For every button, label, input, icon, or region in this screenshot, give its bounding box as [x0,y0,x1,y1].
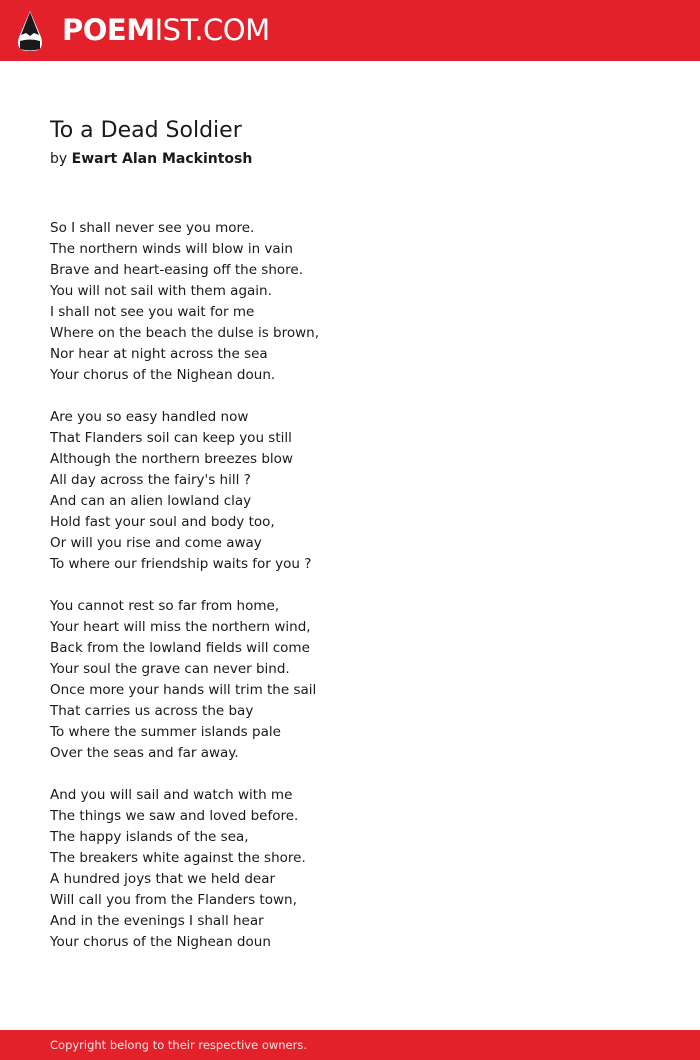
poem-line: To where our friendship waits for you ? [50,556,312,572]
poem-line: Will call you from the Flanders town, [50,892,297,908]
by-label: by [50,151,68,167]
poem-line: And can an alien lowland clay [50,493,252,509]
poem-line: Your chorus of the Nighean doun [50,934,271,950]
logo-bold-text: POEM [62,13,155,47]
poem-body [50,218,650,974]
poem-line: To where the summer islands pale [50,724,281,740]
poem-line: I shall not see you wait for me [50,304,255,320]
poem-line: Nor hear at night across the sea [50,346,268,362]
site-header [0,0,700,61]
poem-line: Are you so easy handled now [50,409,249,425]
poem-line: Back from the lowland fields will come [50,640,310,656]
stanza [50,785,650,953]
poem-line: Over the seas and far away. [50,745,239,761]
poem-line: Your heart will miss the northern wind, [50,619,311,635]
poem-line: Although the northern breezes blow [50,451,293,467]
poem-byline [50,148,252,170]
poem-title: To a Dead Soldier [50,118,242,143]
poem-line: Your chorus of the Nighean doun. [50,367,276,383]
poem-line: You will not sail with them again. [50,283,272,299]
pencil-tip-icon[interactable] [17,10,43,52]
poem-line: Where on the beach the dulse is brown, [50,325,320,341]
poem-line: The things we saw and loved before. [50,808,299,824]
poem-line: That carries us across the bay [50,703,254,719]
logo-light-text: IST.COM [154,13,270,47]
copyright-text: Copyright belong to their respective owners. [50,1038,308,1052]
poem-line: Your soul the grave can never bind. [50,661,290,677]
stanza [50,596,650,764]
stanza [50,218,650,386]
poem-line: The breakers white against the shore. [50,850,306,866]
poem-line: You cannot rest so far from home, [50,598,280,614]
poem-line: The happy islands of the sea, [50,829,249,845]
poem-line: Or will you rise and come away [50,535,262,551]
poem-line: All day across the fairy's hill ? [50,472,251,488]
poem-line: Brave and heart-easing off the shore. [50,262,303,278]
stanza [50,407,650,575]
poem-line: The northern winds will blow in vain [50,241,293,257]
poem-line: So I shall never see you more. [50,220,255,236]
site-footer [0,1030,700,1060]
poem-line: Once more your hands will trim the sail [50,682,317,698]
author-name: Ewart Alan Mackintosh [71,151,253,167]
poem-line: That Flanders soil can keep you still [50,430,292,446]
site-logo[interactable] [62,12,270,48]
poem-line: Hold fast your soul and body too, [50,514,275,530]
poem-line: A hundred joys that we held dear [50,871,276,887]
poem-line: And in the evenings I shall hear [50,913,264,929]
poem-line: And you will sail and watch with me [50,787,293,803]
